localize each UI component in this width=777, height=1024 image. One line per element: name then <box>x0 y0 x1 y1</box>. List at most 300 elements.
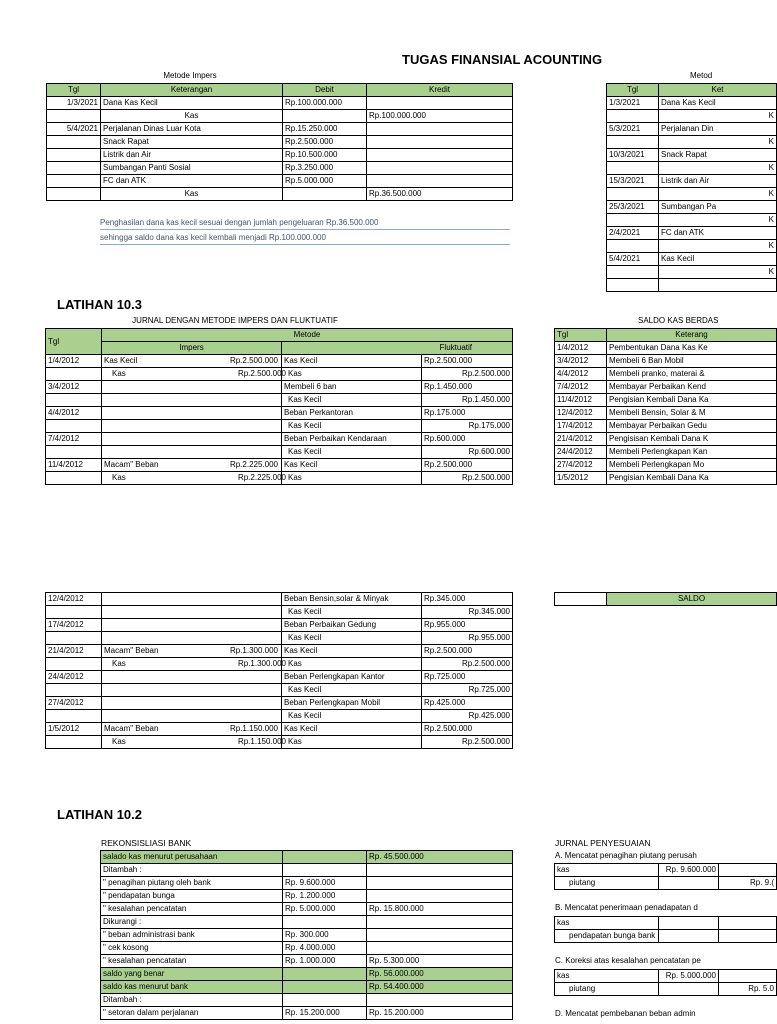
l103-date <box>46 632 102 645</box>
right-top-row <box>607 136 777 149</box>
saldo-cell: 11/4/2012 <box>555 394 607 407</box>
rekonsiliasi-cell <box>367 890 513 903</box>
jp-cell: Rp. 5.0 <box>719 983 777 996</box>
l103-impers-account: Macam" Beban <box>104 646 159 655</box>
l103-row <box>46 606 513 619</box>
l103-fluk-account: Kas Kecil <box>282 606 422 619</box>
l103-date: 21/4/2012 <box>46 645 102 658</box>
saldo-row <box>555 368 777 381</box>
l103-row <box>46 368 513 381</box>
l103-row <box>46 420 513 433</box>
saldo-cell: Membayar Perbaikan Kend <box>607 381 777 394</box>
jp-cell: Rp. 5.000.000 <box>659 970 719 983</box>
jp-cell <box>659 930 719 943</box>
l103-impers-cell <box>102 355 282 368</box>
impers-cell: Rp.36.500.000 <box>367 188 513 201</box>
right-top-row <box>607 214 777 227</box>
jp-row <box>555 917 777 930</box>
impers-row <box>47 162 513 175</box>
right-top-cell: K <box>659 214 777 227</box>
l103-fluk-account: Kas Kecil <box>282 446 422 459</box>
rekonsiliasi-cell: Ditambah : <box>101 994 283 1007</box>
saldo-cell: Pengisian Kembali Dana Ka <box>607 472 777 485</box>
right-top-row <box>607 149 777 162</box>
right-top-row <box>607 97 777 110</box>
impers-cell: Kas <box>101 188 283 201</box>
l103-impers-cell <box>102 671 282 684</box>
right-top-cell: K <box>659 162 777 175</box>
l103-date <box>46 368 102 381</box>
l103-fluk-account: Kas Kecil <box>282 420 422 433</box>
l103-fluk-account: Kas Kecil <box>282 723 422 736</box>
impers-row <box>47 188 513 201</box>
saldo-row <box>555 342 777 355</box>
jp-row <box>555 864 777 877</box>
rekonsiliasi-cell: salado kas menurut perusahaan <box>101 851 283 864</box>
saldo-row <box>555 420 777 433</box>
l103-impers-cell <box>102 710 282 723</box>
right-top-cell: Perjalanan Din <box>659 123 777 136</box>
l103-date: 3/4/2012 <box>46 381 102 394</box>
jp-a-title: A. Mencatat penagihan piutang perusah <box>555 851 697 860</box>
right-top-cell <box>607 136 659 149</box>
right-top-caption: Metod <box>690 71 713 80</box>
right-top-row <box>607 110 777 123</box>
saldo-cell: 1/5/2012 <box>555 472 607 485</box>
rekonsiliasi-cell: Rp. 1.200.000 <box>283 890 367 903</box>
rekonsiliasi-cell: Rp. 54.400.000 <box>367 981 513 994</box>
rekonsiliasi-cell: Rp. 9.600.000 <box>283 877 367 890</box>
rekonsiliasi-row <box>101 994 513 1007</box>
l103-row <box>46 723 513 736</box>
rekonsiliasi-cell: " penagihan piutang oleh bank <box>101 877 283 890</box>
l103-header-metode: Metode <box>102 329 513 342</box>
latihan-103-heading: LATIHAN 10.3 <box>57 297 142 312</box>
l103-impers-cell <box>102 593 282 606</box>
l103-impers-amount: Rp.2.500.000 <box>237 369 286 378</box>
rekonsiliasi-cell: " setoran dalam perjalanan <box>101 1007 283 1020</box>
l103-impers-cell <box>102 723 282 736</box>
l103-impers-cell <box>102 368 286 381</box>
l103-impers-account: Kas <box>112 659 126 668</box>
right-top-cell: 15/3/2021 <box>607 175 659 188</box>
l103-impers-account: Kas <box>112 737 126 746</box>
l103-fluk-account: Kas Kecil <box>282 632 422 645</box>
l103-date: 1/5/2012 <box>46 723 102 736</box>
l103-impers-cell <box>102 619 282 632</box>
right-top-cell <box>607 266 659 279</box>
saldo-cell: Membayar Perbaikan Gedu <box>607 420 777 433</box>
impers-cell <box>47 175 101 188</box>
impers-cell: Dana Kas Kecil <box>101 97 283 110</box>
l103-date <box>46 446 102 459</box>
l103-date <box>46 710 102 723</box>
l103-date: 27/4/2012 <box>46 697 102 710</box>
jp-row <box>555 970 777 983</box>
l103-fluk-account: Beban Perbaikan Kendaraan <box>282 433 422 446</box>
saldo-row <box>555 446 777 459</box>
l103-row <box>46 472 513 485</box>
impers-cell <box>283 110 367 123</box>
page-title: TUGAS FINANSIAL ACOUNTING <box>402 52 603 67</box>
l103-impers-account: Macam" Beban <box>104 724 159 733</box>
impers-cell: 1/3/2021 <box>47 97 101 110</box>
l103-fluk-amount: Rp.345.000 <box>422 593 513 606</box>
l103-impers-account: Kas <box>112 369 126 378</box>
impers-cell: Listrik dan Air <box>101 149 283 162</box>
rekonsiliasi-row <box>101 916 513 929</box>
l103-impers-amount: Rp.2.225.000 <box>237 473 286 482</box>
right-top-header-cell: Tgl <box>607 84 659 97</box>
l103-impers-cell <box>102 459 282 472</box>
rekonsiliasi-cell <box>367 942 513 955</box>
right-top-cell <box>607 214 659 227</box>
saldo-cell: Pembentukan Dana Kas Ke <box>607 342 777 355</box>
saldo-label: SALDO <box>607 593 777 606</box>
right-top-cell: K <box>659 188 777 201</box>
l103-row <box>46 658 513 671</box>
saldo-cell: 3/4/2012 <box>555 355 607 368</box>
right-top-row <box>607 175 777 188</box>
rekonsiliasi-cell: Rp. 4.000.000 <box>283 942 367 955</box>
rekonsiliasi-caption: REKONSISLIASI BANK <box>101 838 192 848</box>
l103-impers-cell <box>102 407 282 420</box>
l103-row <box>46 645 513 658</box>
impers-cell <box>367 97 513 110</box>
rekonsiliasi-cell <box>367 994 513 1007</box>
jp-cell <box>659 983 719 996</box>
l103-row <box>46 671 513 684</box>
l103-fluk-account: Kas Kecil <box>282 645 422 658</box>
jp-cell: piutang <box>555 983 659 996</box>
right-top-cell: K <box>659 110 777 123</box>
impers-cell: 5/4/2021 <box>47 123 101 136</box>
jp-cell: piutang <box>555 877 659 890</box>
l103-impers-amount: Rp.1.150.000 <box>229 724 278 733</box>
jp-cell: kas <box>555 970 659 983</box>
l103-fluk-amount: Rp.2.500.000 <box>422 355 513 368</box>
saldo-cell: Pengisisan Kembali Dana K <box>607 433 777 446</box>
l103-fluk-amount: Rp.2.500.000 <box>422 645 513 658</box>
l103-fluk-amount: Rp.2.500.000 <box>422 472 513 485</box>
l103-impers-cell <box>102 658 286 671</box>
saldo-cell: Membeli pranko, materai & <box>607 368 777 381</box>
l103-impers-amount: Rp.2.225.000 <box>229 460 278 469</box>
jp-row <box>555 930 777 943</box>
right-top-header-row <box>607 84 777 97</box>
l103-header-fluk: Fluktuatif <box>282 342 513 355</box>
l103-header-impers: Impers <box>102 342 282 355</box>
right-top-cell: 25/3/2021 <box>607 201 659 214</box>
saldo-row <box>555 459 777 472</box>
saldo-cell: 24/4/2012 <box>555 446 607 459</box>
rekonsiliasi-cell: Rp. 15.800.000 <box>367 903 513 916</box>
rekonsiliasi-cell: Dikurangi : <box>101 916 283 929</box>
right-top-header-cell: Ket <box>659 84 777 97</box>
l103-fluk-amount: Rp.725.000 <box>422 671 513 684</box>
l103-row <box>46 355 513 368</box>
rekonsiliasi-cell: Rp. 1.000.000 <box>283 955 367 968</box>
saldo-row <box>555 394 777 407</box>
saldo-kas-caption: SALDO KAS BERDAS <box>638 316 719 325</box>
jp-row <box>555 877 777 890</box>
jp-cell: pendapatan bunga bank <box>555 930 659 943</box>
l103-row <box>46 593 513 606</box>
rekonsiliasi-row <box>101 851 513 864</box>
impers-cell <box>367 149 513 162</box>
right-top-row <box>607 162 777 175</box>
rekonsiliasi-table <box>100 850 513 1020</box>
l103-row <box>46 459 513 472</box>
l103-date <box>46 606 102 619</box>
l103-fluk-amount: Rp.175.000 <box>422 407 513 420</box>
rekonsiliasi-cell: " cek kosong <box>101 942 283 955</box>
impers-cell <box>47 110 101 123</box>
rekonsiliasi-row <box>101 1007 513 1020</box>
jp-cell: kas <box>555 864 659 877</box>
l103-fluk-account: Kas <box>282 736 422 749</box>
l103-row <box>46 394 513 407</box>
l103-fluk-account: Kas <box>282 368 422 381</box>
l103-date <box>46 420 102 433</box>
l103-date <box>46 736 102 749</box>
rekonsiliasi-cell: Rp. 300.000 <box>283 929 367 942</box>
impers-cell <box>47 188 101 201</box>
rekonsiliasi-cell <box>283 981 367 994</box>
impers-header-row <box>47 84 513 97</box>
rekonsiliasi-row <box>101 968 513 981</box>
l103-header-tgl: Tgl <box>46 329 102 355</box>
impers-note-2: sehingga saldo dana kas kecil kembali menjadi Rp.100.000.000 <box>100 233 326 242</box>
l103-header-row <box>46 329 513 342</box>
latihan-103-table <box>45 328 513 485</box>
impers-caption: Metode Impers <box>163 71 217 80</box>
jp-cell <box>659 917 719 930</box>
rekonsiliasi-cell: Rp. 45.500.000 <box>367 851 513 864</box>
right-top-cell <box>659 279 777 292</box>
rekonsiliasi-cell: Rp. 5.000.000 <box>283 903 367 916</box>
jp-cell <box>719 864 777 877</box>
rekonsiliasi-cell <box>283 851 367 864</box>
rekonsiliasi-row <box>101 942 513 955</box>
saldo-kas-table <box>554 328 777 485</box>
impers-cell: Rp.5.000.000 <box>283 175 367 188</box>
l103-date <box>46 394 102 407</box>
rekonsiliasi-row <box>101 981 513 994</box>
impers-cell: Kas <box>101 110 283 123</box>
impers-cell: Sumbangan Panti Sosial <box>101 162 283 175</box>
right-top-cell <box>607 162 659 175</box>
impers-cell <box>367 123 513 136</box>
l103-row <box>46 433 513 446</box>
impers-cell: Rp.100.000.000 <box>283 97 367 110</box>
jp-cell: Rp. 9.600.000 <box>659 864 719 877</box>
l103-impers-cell <box>102 736 286 749</box>
jp-c-title: C. Koreksi atas kesalahan pencatatan pe <box>555 956 701 965</box>
jp-cell <box>659 877 719 890</box>
latihan-102-heading: LATIHAN 10.2 <box>57 807 142 822</box>
impers-cell: Rp.10.500.000 <box>283 149 367 162</box>
rekonsiliasi-cell <box>283 916 367 929</box>
l103-fluk-account: Beban Perkantoran <box>282 407 422 420</box>
l103-fluk-account: Kas <box>282 472 422 485</box>
jp-a-table <box>554 863 777 890</box>
saldo-empty-cell <box>555 593 607 606</box>
l103-date <box>46 684 102 697</box>
saldo-cell: 4/4/2012 <box>555 368 607 381</box>
l103-date <box>46 658 102 671</box>
right-top-cell: 1/3/2021 <box>607 97 659 110</box>
l103-fluk-amount: Rp.2.500.000 <box>422 368 513 381</box>
l103-impers-amount: Rp.1.300.000 <box>229 646 278 655</box>
l103-impers-cell <box>102 446 282 459</box>
l103-impers-cell <box>102 381 282 394</box>
rekonsiliasi-cell: " beban administrasi bank <box>101 929 283 942</box>
l103-row <box>46 697 513 710</box>
l103-fluk-amount: Rp.425.000 <box>422 710 513 723</box>
saldo-cell: 12/4/2012 <box>555 407 607 420</box>
right-top-cell: Listrik dan Air <box>659 175 777 188</box>
right-top-row <box>607 227 777 240</box>
rekonsiliasi-cell: saldo yang benar <box>101 968 283 981</box>
impers-header-cell: Kredit <box>367 84 513 97</box>
right-top-cell <box>607 279 659 292</box>
l103-date: 11/4/2012 <box>46 459 102 472</box>
impers-cell <box>47 136 101 149</box>
l103-fluk-amount: Rp.600.000 <box>422 446 513 459</box>
latihan-103-caption: JURNAL DENGAN METODE IMPERS DAN FLUKTUATIF <box>132 316 338 325</box>
jp-b-title: B. Mencatat penerimaan penadapatan d <box>555 903 698 912</box>
impers-header-cell: Debit <box>283 84 367 97</box>
right-top-cell: Kas Kecil <box>659 253 777 266</box>
l103-impers-account: Macam" Beban <box>104 460 159 469</box>
l103-fluk-account: Beban Perlengkapan Mobil <box>282 697 422 710</box>
l103-impers-cell <box>102 684 282 697</box>
impers-cell <box>367 175 513 188</box>
l103-date <box>46 472 102 485</box>
saldo-row <box>555 407 777 420</box>
l103-impers-amount: Rp.1.300.000 <box>237 659 286 668</box>
l103-fluk-amount: Rp.2.500.000 <box>422 736 513 749</box>
rekonsiliasi-cell <box>283 994 367 1007</box>
l103-fluk-account: Beban Bensin,solar & Minyak <box>282 593 422 606</box>
l103-fluk-amount: Rp.1.450.000 <box>422 394 513 407</box>
right-top-cell: K <box>659 266 777 279</box>
l103-fluk-account: Kas <box>282 658 422 671</box>
right-top-row <box>607 188 777 201</box>
impers-table <box>46 83 513 201</box>
l103-fluk-amount: Rp.1.450.000 <box>422 381 513 394</box>
l103-impers-cell <box>102 645 282 658</box>
saldo-header-cell: Tgl <box>555 329 607 342</box>
impers-cell <box>47 149 101 162</box>
saldo-cell: 1/4/2012 <box>555 342 607 355</box>
note-underline <box>100 244 510 245</box>
right-top-cell: Dana Kas Kecil <box>659 97 777 110</box>
impers-row <box>47 97 513 110</box>
l103-impers-cell <box>102 394 282 407</box>
saldo-row <box>555 433 777 446</box>
right-top-cell <box>607 188 659 201</box>
l103-fluk-account: Kas Kecil <box>282 394 422 407</box>
rekonsiliasi-cell <box>367 916 513 929</box>
rekonsiliasi-row <box>101 877 513 890</box>
l103-fluk-amount: Rp.2.500.000 <box>422 723 513 736</box>
l103-fluk-account: Kas Kecil <box>282 355 422 368</box>
l103-subheader-row <box>46 342 513 355</box>
rekonsiliasi-cell <box>283 864 367 877</box>
l103-impers-account: Kas <box>112 473 126 482</box>
rekonsiliasi-cell <box>283 968 367 981</box>
impers-cell <box>367 162 513 175</box>
saldo-header-cell: Keterang <box>607 329 777 342</box>
jp-row <box>555 983 777 996</box>
rekonsiliasi-cell: Rp. 5.300.000 <box>367 955 513 968</box>
l103-date: 7/4/2012 <box>46 433 102 446</box>
jp-cell <box>719 917 777 930</box>
rekonsiliasi-row <box>101 903 513 916</box>
right-top-row <box>607 266 777 279</box>
impers-cell: Rp.100.000.000 <box>367 110 513 123</box>
saldo-row-table <box>554 592 777 606</box>
saldo-header-row <box>555 329 777 342</box>
saldo-cell: Membeli 6 Ban Mobil <box>607 355 777 368</box>
rekonsiliasi-row <box>101 890 513 903</box>
l103-row <box>46 407 513 420</box>
l103-date: 24/4/2012 <box>46 671 102 684</box>
l103-impers-cell <box>102 433 282 446</box>
jp-cell <box>719 930 777 943</box>
saldo-cell: 27/4/2012 <box>555 459 607 472</box>
rekonsiliasi-cell: " pendapatan bunga <box>101 890 283 903</box>
impers-row <box>47 149 513 162</box>
rekonsiliasi-cell: saldo kas menurut bank <box>101 981 283 994</box>
right-top-row <box>607 279 777 292</box>
l103-fluk-amount: Rp.955.000 <box>422 619 513 632</box>
right-top-cell: 5/3/2021 <box>607 123 659 136</box>
l103-fluk-amount: Rp.425.000 <box>422 697 513 710</box>
saldo-row <box>555 381 777 394</box>
jp-cell <box>719 970 777 983</box>
impers-cell: Rp.2.500.000 <box>283 136 367 149</box>
rekonsiliasi-cell <box>367 877 513 890</box>
rekonsiliasi-cell: Rp. 15.200.000 <box>283 1007 367 1020</box>
impers-cell <box>367 136 513 149</box>
saldo-row <box>555 355 777 368</box>
l103-row <box>46 381 513 394</box>
l103-row <box>46 710 513 723</box>
l103-fluk-amount: Rp.955.000 <box>422 632 513 645</box>
note-underline <box>100 229 510 230</box>
l103-row <box>46 736 513 749</box>
right-top-cell: 5/4/2021 <box>607 253 659 266</box>
impers-row <box>47 136 513 149</box>
right-top-row <box>607 123 777 136</box>
rekonsiliasi-row <box>101 929 513 942</box>
right-top-cell: Snack Rapat <box>659 149 777 162</box>
right-top-cell: 10/3/2021 <box>607 149 659 162</box>
right-top-table <box>606 83 777 292</box>
jp-d-title: D. Mencatat pembebanan beban admin <box>555 1009 696 1018</box>
l103-impers-cell <box>102 697 282 710</box>
impers-cell: FC dan ATK <box>101 175 283 188</box>
rekonsiliasi-cell: " kesalahan pencatatan <box>101 955 283 968</box>
right-top-cell: FC dan ATK <box>659 227 777 240</box>
right-top-cell <box>607 240 659 253</box>
l103-row <box>46 684 513 697</box>
right-top-row <box>607 240 777 253</box>
rekonsiliasi-cell: " kesalahan pencatatan <box>101 903 283 916</box>
